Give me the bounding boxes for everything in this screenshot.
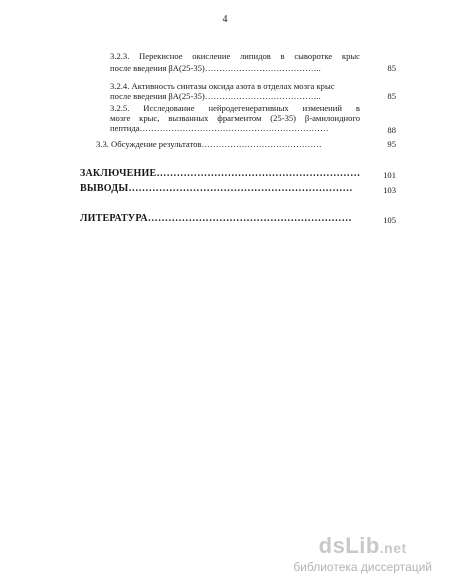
toc-entry-title-line: 3.3. Обсуждение результатов…………………………………… <box>96 139 322 149</box>
toc-entry-title-line: мозге крыс, вызванных фрагментом (25-35) β-амилоидного <box>110 113 360 123</box>
page-number: 4 <box>222 14 228 25</box>
watermark-logo-main: dsLib <box>318 533 380 558</box>
toc-entry-title-line: 3.2.3. Перекисное окисление липидов в сыворотке крыс <box>110 51 360 61</box>
toc-entry-page: 88 <box>387 125 396 135</box>
toc-entry-title-line: после введения βA(25-35)………………………………….. <box>110 63 321 73</box>
watermark-subtitle: библиотека диссертаций <box>293 560 432 574</box>
toc-entry-title-line: пептида………………………………………………………… <box>110 123 329 133</box>
toc-entry-page: 85 <box>387 63 396 73</box>
toc-entry-page: 103 <box>383 185 396 195</box>
toc-entry-page: 101 <box>383 170 396 180</box>
toc-entry-page: 95 <box>387 139 396 149</box>
toc-entry-page: 105 <box>383 215 396 225</box>
dslib-watermark <box>293 534 432 574</box>
toc-entry-title-line: ВЫВОДЫ………………………………………………………… <box>80 183 353 194</box>
toc-entry-page: 85 <box>387 91 396 101</box>
toc-entry-title-line: 3.2.4. Активность синтазы оксида азота в отделах мозга крыс <box>110 81 335 91</box>
toc-entry-title-line: ЗАКЛЮЧЕНИЕ…………………………………………………… <box>80 168 361 179</box>
watermark-logo-tld: .net <box>379 540 407 556</box>
toc-entry-title-line: 3.2.5. Исследование нейродегенеративных изменений в <box>110 103 360 113</box>
toc-entry-title-line: ЛИТЕРАТУРА…………………………………………………… <box>80 213 352 224</box>
watermark-logo <box>293 534 432 560</box>
toc-entry-title-line: после введения βA(25-35)………………………………….. <box>110 91 321 101</box>
